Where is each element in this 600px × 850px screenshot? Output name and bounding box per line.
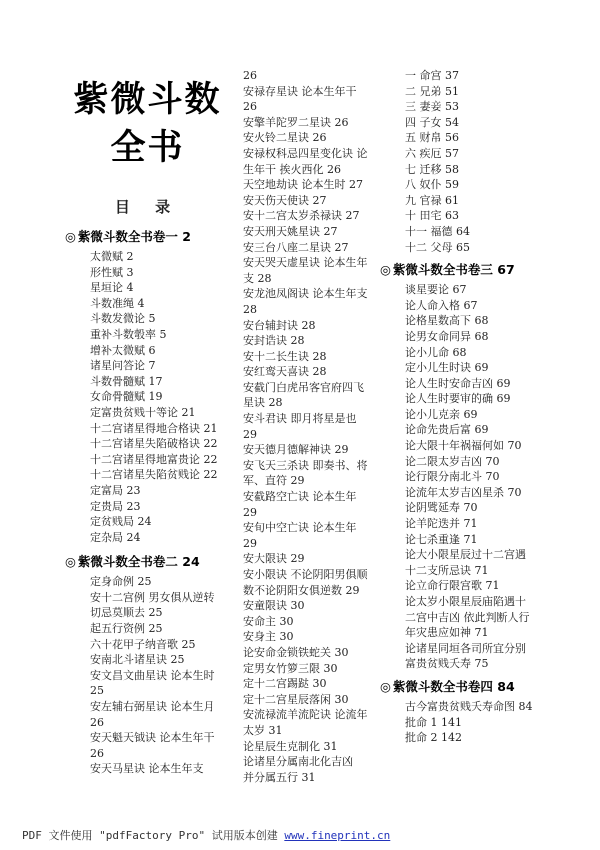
- toc-entry[interactable]: 论诸星分属南北化吉凶: [243, 755, 353, 769]
- toc-entry[interactable]: 安流禄流羊流陀诀 论流年: [243, 708, 368, 722]
- toc-entry[interactable]: 斗数准绳 4: [90, 296, 145, 310]
- toc-entry[interactable]: 28: [243, 302, 257, 316]
- toc-entry[interactable]: 十二宫诸星得地合格诀 21: [90, 421, 218, 435]
- volume-heading[interactable]: [65, 228, 235, 245]
- toc-entry[interactable]: 六 疾厄 57: [405, 146, 459, 160]
- toc-entry[interactable]: 论人命入格 67: [405, 298, 478, 312]
- toc-entry[interactable]: 三 妻妾 53: [405, 100, 459, 114]
- toc-entry[interactable]: 安南北斗诸星诀 25: [90, 653, 185, 667]
- toc-entry[interactable]: 论命先贵后富 69: [405, 423, 489, 437]
- toc-entry[interactable]: 安禄权科忌四星变化诀 论: [243, 146, 368, 160]
- toc-entry[interactable]: 论小儿命 68: [405, 345, 467, 359]
- bullseye-icon: ◎: [380, 678, 391, 694]
- toc-entry[interactable]: 29: [243, 427, 257, 441]
- toc-entry[interactable]: 安截门白虎吊客官府四飞: [243, 380, 364, 394]
- toc-entry[interactable]: 谈星要论 67: [405, 283, 467, 297]
- volume-heading-text: 紫微斗数全书卷一 2: [77, 229, 191, 244]
- toc-entry[interactable]: 并分属五行 31: [243, 770, 316, 784]
- toc-entry[interactable]: 切忌莫顺去 25: [90, 606, 163, 620]
- toc-entry[interactable]: 天空地劫诀 论本生时 27: [243, 178, 363, 192]
- toc-entry[interactable]: 论安命金锁铁蛇关 30: [243, 645, 349, 659]
- toc-list: [380, 699, 550, 746]
- toc-entry[interactable]: 太岁 31: [243, 723, 283, 737]
- toc-entry[interactable]: 定贫贱局 24: [90, 515, 152, 529]
- toc-entry[interactable]: 安大限诀 29: [243, 552, 305, 566]
- volume-heading-text: 紫微斗数全书卷二 24: [77, 554, 200, 570]
- toc-entry[interactable]: 安天德月德解神诀 29: [243, 443, 349, 457]
- toc-entry[interactable]: 论人生时安命吉凶 69: [405, 376, 511, 390]
- toc-entry[interactable]: 定富局 23: [90, 483, 141, 497]
- toc-entry[interactable]: 安三台八座二星诀 27: [243, 240, 349, 254]
- toc-entry[interactable]: 十 田宅 63: [405, 209, 459, 223]
- toc-entry[interactable]: 29: [243, 505, 257, 519]
- toc-entry[interactable]: 安截路空亡诀 论本生年: [243, 490, 357, 504]
- toc-entry[interactable]: 论太岁小限星辰庙陷遇十: [405, 595, 526, 608]
- toc-entry[interactable]: 女命骨髓赋 19: [90, 390, 163, 404]
- toc-entry[interactable]: 七 迁移 58: [405, 162, 459, 176]
- toc-entry[interactable]: 论男女命同异 68: [405, 329, 489, 343]
- toc-entry[interactable]: 定男女竹箩三限 30: [243, 661, 338, 675]
- toc-entry[interactable]: 斗数骨髓赋 17: [90, 374, 163, 388]
- toc-entry[interactable]: 论大小限星辰过十二宫遇: [405, 548, 526, 562]
- toc-entry[interactable]: 年灾患应如神 71: [405, 626, 489, 640]
- toc-entry[interactable]: 25: [90, 684, 104, 698]
- volume-heading[interactable]: [380, 678, 550, 695]
- toc-entry[interactable]: 星垣论 4: [90, 281, 134, 295]
- toc-entry[interactable]: 论星辰生克制化 31: [243, 739, 338, 753]
- toc-entry[interactable]: 论小儿克亲 69: [405, 407, 478, 421]
- book-title-line2: 全书: [110, 127, 185, 168]
- toc-entry[interactable]: 十一 福德 64: [405, 224, 470, 238]
- bullseye-icon: ◎: [65, 554, 76, 570]
- toc-entry[interactable]: 论行限分南北斗 70: [405, 470, 500, 484]
- toc-column-2: [243, 68, 383, 785]
- toc-entry[interactable]: 安火铃二星诀 26: [243, 131, 327, 145]
- toc-entry[interactable]: 十二宫诸星失陷贫贱论 22: [90, 468, 218, 482]
- toc-list: [65, 249, 235, 545]
- toc-entry[interactable]: 定十二宫踢跶 30: [243, 677, 327, 691]
- toc-entry[interactable]: 十二支所忌诀 71: [405, 563, 489, 577]
- pdf-footer: [22, 827, 390, 843]
- toc-entry[interactable]: 安擎羊陀罗二星诀 26: [243, 115, 349, 129]
- toc-entry[interactable]: 安十二长生诀 28: [243, 349, 327, 363]
- toc-entry[interactable]: 星诀 28: [243, 396, 283, 410]
- toc-entry[interactable]: 安红鸾天喜诀 28: [243, 365, 327, 379]
- toc-entry[interactable]: 重补斗数彀率 5: [90, 327, 167, 341]
- toc-entry[interactable]: 安斗君诀 即月将星是也: [243, 412, 357, 426]
- toc-list: [243, 68, 383, 785]
- toc-entry[interactable]: 安天马星诀 论本生年支: [90, 762, 204, 776]
- toc-entry[interactable]: 批命 2 142: [405, 731, 462, 745]
- toc-entry[interactable]: 安台辅封诀 28: [243, 318, 316, 332]
- toc-entry[interactable]: 九 官禄 61: [405, 193, 459, 207]
- toc-entry[interactable]: 富贵贫贱夭寿 75: [405, 657, 489, 671]
- toc-entry[interactable]: 数不论阴阳女俱逆数 29: [243, 583, 360, 597]
- toc-entry[interactable]: 五 财帛 56: [405, 131, 459, 145]
- toc-entry[interactable]: 十二 父母 65: [405, 240, 470, 254]
- toc-entry[interactable]: 论二限太岁吉凶 70: [405, 454, 500, 468]
- volume-heading-text: 紫微斗数全书卷三 67: [392, 262, 515, 278]
- toc-entry[interactable]: 安天伤天使诀 27: [243, 193, 327, 207]
- toc-entry[interactable]: 定贵局 23: [90, 499, 141, 513]
- toc-entry[interactable]: 八 奴仆 59: [405, 178, 459, 192]
- book-title-line1: 紫微斗数: [73, 79, 222, 120]
- toc-list: [380, 68, 550, 255]
- book-title: [60, 76, 235, 172]
- toc-entry[interactable]: 安旬中空亡诀 论本生年: [243, 521, 357, 535]
- toc-entry[interactable]: 十二宫诸星得地富贵论 22: [90, 452, 218, 466]
- toc-entry[interactable]: 定富贵贫贱十等论 21: [90, 405, 196, 419]
- volume-heading[interactable]: [380, 261, 550, 278]
- toc-entry[interactable]: 安左辅右弼星诀 论本生月: [90, 700, 215, 714]
- toc-entry[interactable]: 26: [243, 100, 257, 114]
- toc-entry[interactable]: 批命 1 141: [405, 715, 462, 729]
- toc-entry[interactable]: 军、直符 29: [243, 474, 305, 488]
- toc-column-1: [65, 226, 235, 785]
- toc-entry[interactable]: 支 28: [243, 271, 272, 285]
- toc-entry[interactable]: 安命主 30: [243, 614, 294, 628]
- toc-entry[interactable]: 安飞天三杀诀 即奏书、将: [243, 458, 368, 472]
- toc-entry[interactable]: 安天哭天虚星诀 论本生年: [243, 256, 368, 270]
- toc-entry[interactable]: 一 命宫 37: [405, 69, 459, 82]
- bullseye-icon: ◎: [380, 262, 391, 278]
- toc-entry[interactable]: 十二宫诸星失陷破格诀 22: [90, 437, 218, 451]
- toc-entry[interactable]: 论诸星同垣各司所宜分别: [405, 641, 526, 655]
- toc-entry[interactable]: 斗数发微论 5: [90, 312, 156, 326]
- toc-entry[interactable]: 安封诰诀 28: [243, 334, 305, 348]
- toc-entry[interactable]: 太微赋 2: [90, 250, 134, 263]
- toc-entry[interactable]: 安身主 30: [243, 630, 294, 644]
- toc-column-3: [380, 68, 550, 752]
- toc-entry[interactable]: 六十花甲子纳音歌 25: [90, 637, 196, 651]
- volume-heading-text: 紫微斗数全书卷四 84: [392, 678, 515, 694]
- toc-entry[interactable]: 29: [243, 536, 257, 550]
- toc-heading: 目 录: [114, 198, 181, 216]
- toc-entry[interactable]: 生年干 挨火西化 26: [243, 162, 341, 176]
- toc-entry[interactable]: 安小限诀 不论阴阳男俱顺: [243, 568, 368, 581]
- toc-list: [380, 282, 550, 672]
- toc-entry[interactable]: 论羊陀迭并 71: [405, 517, 478, 531]
- toc-entry[interactable]: 论流年太岁吉凶星杀 70: [405, 485, 522, 499]
- toc-entry[interactable]: 起五行资例 25: [90, 622, 163, 636]
- toc-entry[interactable]: 安童限诀 30: [243, 599, 305, 613]
- toc-entry[interactable]: 形性赋 3: [90, 265, 134, 279]
- toc-entry[interactable]: 论立命行限宫歌 71: [405, 579, 500, 593]
- toc-entry[interactable]: 二宫中吉凶 依此判断人行: [405, 610, 530, 624]
- toc-entry[interactable]: 古今富贵贫贱夭寿命图 84: [405, 699, 533, 713]
- toc-entry[interactable]: 安天魁天钺诀 论本生年干: [90, 731, 215, 745]
- footer-link[interactable]: www.fineprint.cn: [284, 829, 391, 842]
- toc-entry[interactable]: 安禄存星诀 论本生年干: [243, 84, 357, 98]
- toc-entry[interactable]: 论人生时要审的确 69: [405, 392, 511, 406]
- toc-entry[interactable]: 论七杀重逢 71: [405, 532, 478, 546]
- toc-entry[interactable]: 增补太微赋 6: [90, 343, 156, 357]
- toc-entry[interactable]: 诸星问答论 7: [90, 359, 156, 373]
- toc-entry[interactable]: 安文昌文曲星诀 论本生时: [90, 668, 215, 682]
- toc-entry[interactable]: 二 兄弟 51: [405, 84, 459, 98]
- toc-entry[interactable]: 四 子女 54: [405, 115, 459, 129]
- toc-entry[interactable]: 26: [243, 69, 257, 82]
- toc-entry[interactable]: 论阴骘延寿 70: [405, 501, 478, 515]
- toc-entry[interactable]: 安天刑天姚星诀 27: [243, 224, 338, 238]
- toc-entry[interactable]: 定杂局 24: [90, 530, 141, 544]
- bullseye-icon: ◎: [65, 229, 76, 244]
- toc-entry[interactable]: 定小儿生时诀 69: [405, 361, 489, 375]
- toc-entry[interactable]: 安龙池凤阁诀 论本生年支: [243, 287, 368, 301]
- footer-text: PDF 文件使用 "pdfFactory Pro" 试用版本创建: [22, 829, 285, 842]
- toc-entry[interactable]: 26: [90, 715, 104, 729]
- toc-entry[interactable]: 26: [90, 746, 104, 760]
- toc-entry[interactable]: 定十二宫星辰落闲 30: [243, 692, 349, 706]
- toc-list: [65, 574, 235, 777]
- volume-heading[interactable]: [65, 553, 235, 570]
- toc-entry[interactable]: 安十二宫太岁杀禄诀 27: [243, 209, 360, 223]
- toc-entry[interactable]: 论大限十年祸福何如 70: [405, 439, 522, 453]
- toc-entry[interactable]: 安十二宫例 男女俱从逆转: [90, 590, 215, 604]
- toc-entry[interactable]: 定身命例 25: [90, 575, 152, 589]
- toc-entry[interactable]: 论格星数高下 68: [405, 314, 489, 328]
